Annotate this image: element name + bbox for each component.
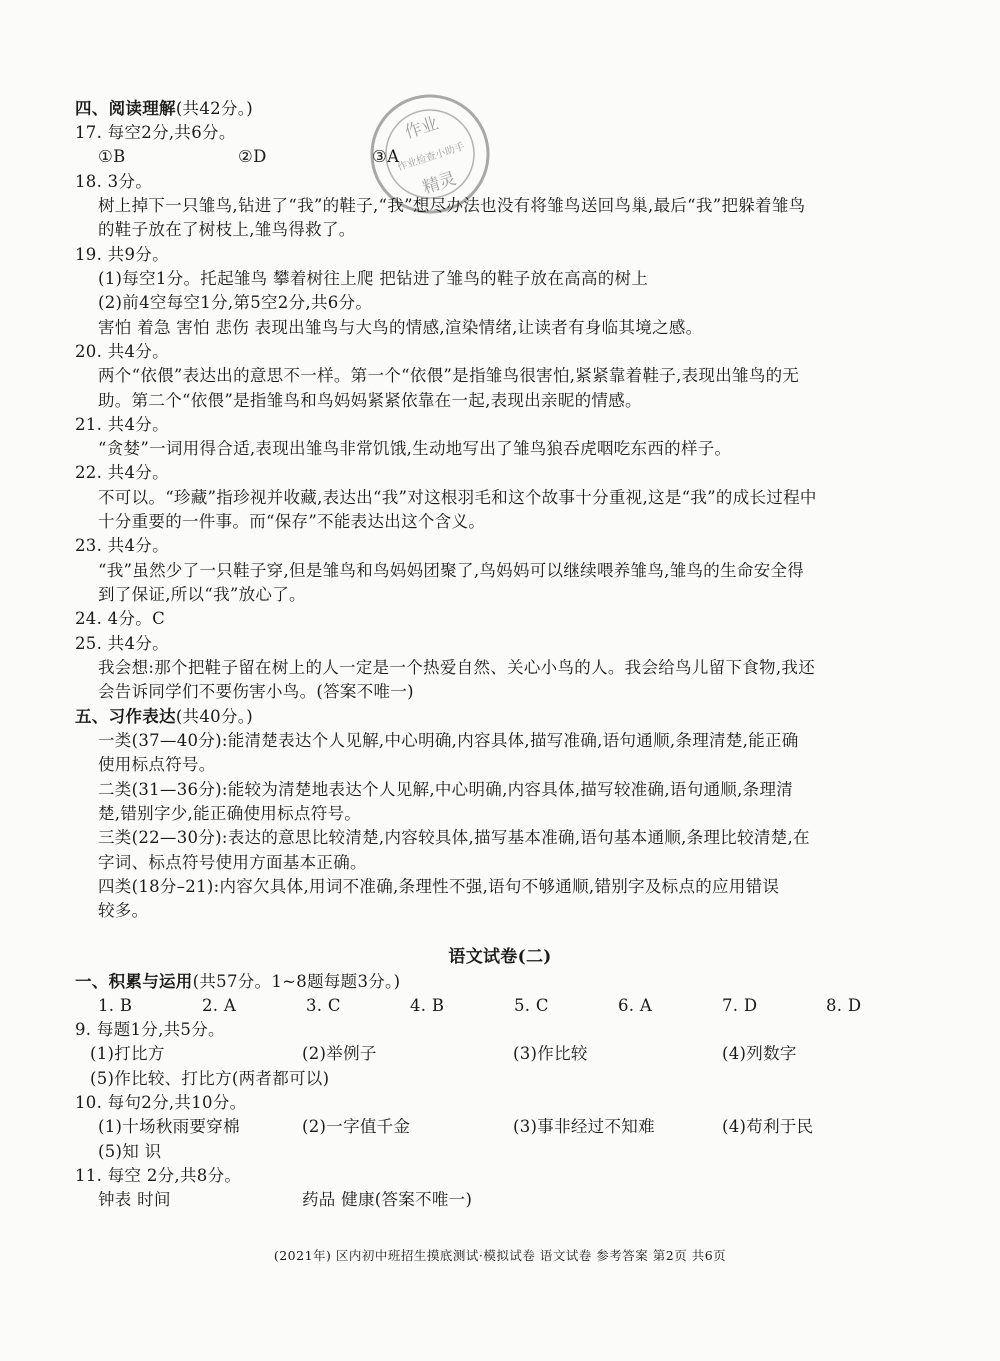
q18-text-2: 的鞋子放在了树枝上,雏鸟得救了。 [98,220,356,239]
q11-answer-1: 钟表 时间 [98,1190,171,1209]
q19-text-3: 害怕 着急 害怕 悲伤 表现出雏鸟与大鸟的情感,渲染情绪,让读者有身临其境之感。 [98,318,703,337]
q25-text-1: 我会想:那个把鞋子留在树上的人一定是一个热爱自然、关心小鸟的人。我会给鸟儿留下食物,我还 [98,658,816,677]
q19-text-1: (1)每空1分。托起雏鸟 攀着树往上爬 把钻进了雏鸟的鞋子放在高高的树上 [98,269,649,288]
q17-answers [98,145,938,169]
grade-1-text-1: 一类(37—40分):能清楚表达个人见解,中心明确,内容具体,描写准确,语句通顺,条理清楚,能正确 [98,731,799,750]
q19-text-2: (2)前4空每空1分,第5空2分,共6分。 [98,293,373,312]
paper-2-section-1-heading: 一、积累与运用(共57分。1~8题每题3分。) [75,972,401,991]
q9-answer-3: (3)作比较 [513,1044,588,1063]
grade-4-text-2: 较多。 [98,901,149,920]
q10-label: 10. 每句2分,共10分。 [75,1093,247,1112]
q11-answers [98,1188,938,1212]
q22-label: 22. 共4分。 [75,463,169,482]
q20-text-1: 两个“依偎”表达出的意思不一样。第一个“依偎”是指雏鸟很害怕,紧紧靠着鞋子,表现出雏鸟的无 [98,366,800,385]
grade-3-text-1: 三类(22—30分):表达的意思比较清楚,内容较具体,描写基本准确,语句基本通顺,条理比较清楚,在 [98,828,810,847]
q9-label: 9. 每题1分,共5分。 [75,1020,225,1039]
stamp-ring-text: 作业检查小助手 [396,141,467,174]
q23-text-1: “我”虽然少了一只鞋子穿,但是雏鸟和鸟妈妈团聚了,鸟妈妈可以继续喂养雏鸟,雏鸟的生命安全得 [98,561,805,580]
q9-answer-1: (1)打比方 [90,1044,165,1063]
q18-label: 18. 3分。 [75,172,153,191]
q17-answer-3: ③A [372,147,400,166]
q25-label: 25. 共4分。 [75,634,169,653]
grade-2-text-2: 楚,错别字少,能正确使用标点符号。 [98,804,362,823]
stamp-bottom-text: 精灵 [420,168,459,199]
q25-text-2: 会告诉同学们不要伤害小鸟。(答案不唯一) [98,682,414,701]
q10-answer-5: (5)知 识 [98,1142,162,1161]
mc-answer: 7. D [722,996,758,1015]
mc-answers-row [98,994,938,1018]
q10-answer-1: (1)十场秋雨要穿棉 [98,1117,240,1136]
mc-answer: 6. A [618,996,653,1015]
mc-answer: 4. B [410,996,445,1015]
q9-answer-4: (4)列数字 [722,1044,797,1063]
q24-label: 24. 4分。C [75,609,166,628]
grade-2-text-1: 二类(31—36分):能较为清楚地表达个人见解,中心明确,内容具体,描写较准确,语句通顺,条理清 [98,780,794,799]
q22-text-2: 十分重要的一件事。而“保存”不能表达出这个含义。 [98,512,486,531]
q10-answer-2: (2)一字值千金 [302,1117,411,1136]
grade-1-text-2: 使用标点符号。 [98,755,216,774]
q19-label: 19. 共9分。 [75,245,169,264]
q11-answer-2: 药品 健康(答案不唯一) [302,1190,473,1209]
mc-answer: 1. B [98,996,133,1015]
q23-label: 23. 共4分。 [75,536,169,555]
q21-label: 21. 共4分。 [75,415,169,434]
q17-label: 17. 每空2分,共6分。 [75,123,236,142]
stamp-top-text: 作业 [402,113,441,144]
q10-answer-4: (4)苟利于民 [722,1117,814,1136]
q9-answers-row-1 [90,1042,930,1066]
q23-text-2: 到了保证,所以“我”放心了。 [98,585,306,604]
q21-text-1: “贪婪”一词用得合适,表现出雏鸟非常饥饿,生动地写出了雏鸟狼吞虎咽吃东西的样子。 [98,439,732,458]
q20-text-2: 助。第二个“依偎”是指雏鸟和鸟妈妈紧紧依靠在一起,表现出亲昵的情感。 [98,391,642,410]
grade-4-text-1: 四类(18分–21):内容欠具体,用词不准确,条理性不强,语句不够通顺,错别字及标点的应用错误 [98,877,780,896]
mc-answer: 5. C [514,996,549,1015]
mc-answer: 2. A [202,996,237,1015]
q22-text-1: 不可以。“珍藏”指珍视并收藏,表达出“我”对这根羽毛和这个故事十分重视,这是“我”的成长过程中 [98,488,817,507]
q9-answer-5: (5)作比较、打比方(两者都可以) [90,1069,330,1088]
q20-label: 20. 共4分。 [75,342,169,361]
q10-answers-row-1 [98,1115,938,1139]
mc-answer: 8. D [826,996,862,1015]
q17-answer-2: ②D [238,147,267,166]
paper-2-title: 语文试卷(二) [448,947,552,967]
grade-3-text-2: 字词、标点符号使用方面基本正确。 [98,853,367,872]
page-footer: (2021年) 区内初中班招生摸底测试·模拟试卷 语文试卷 参考答案 第2页 共6页 [273,1248,727,1263]
q18-text-1: 树上掉下一只雏鸟,钻进了“我”的鞋子,“我”想尽办法也没有将雏鸟送回鸟巢,最后“我”把躲着雏鸟 [98,196,806,215]
section-5-heading: 五、习作表达(共40分。) [75,707,254,726]
q11-label: 11. 每空 2分,共8分。 [75,1166,242,1185]
q9-answer-2: (2)举例子 [302,1044,377,1063]
section-4-heading: 四、阅读理解(共42分。) [75,99,254,118]
q17-answer-1: ①B [98,147,126,166]
mc-answer: 3. C [306,996,341,1015]
q10-answer-3: (3)事非经过不知难 [513,1117,655,1136]
